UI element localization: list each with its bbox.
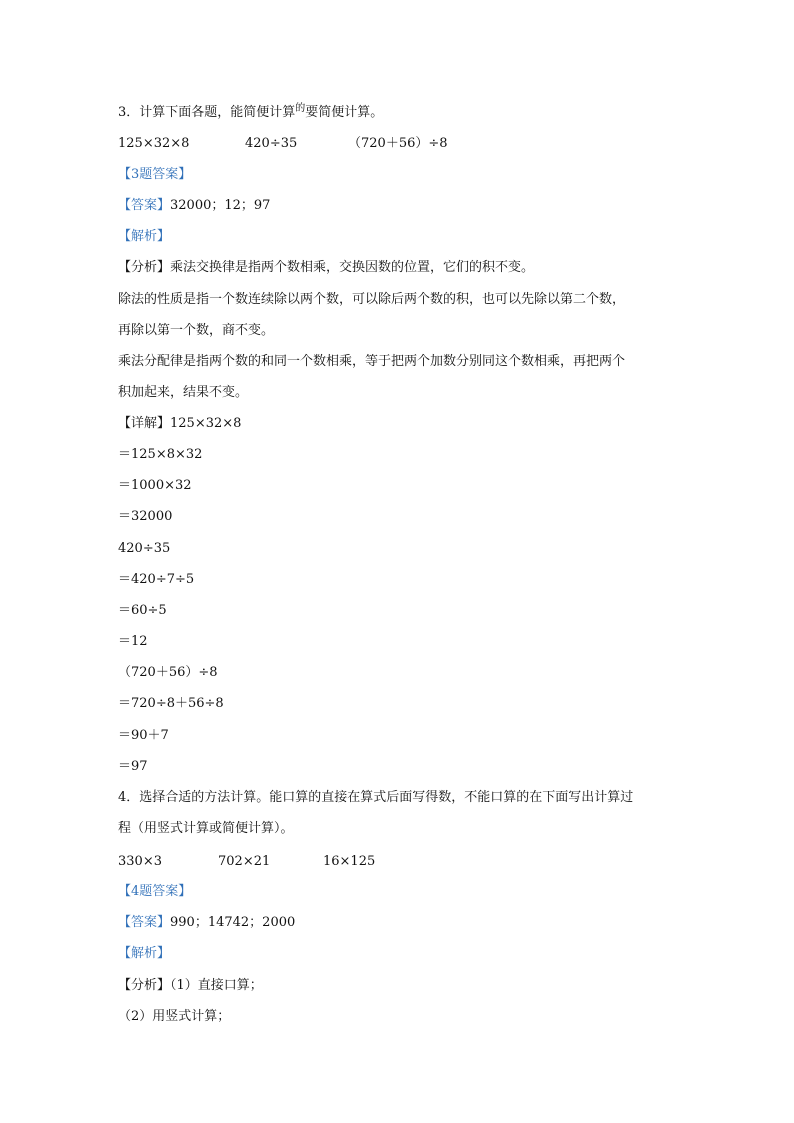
q4-answer: [118, 914, 295, 932]
q3-detail: [118, 415, 241, 433]
q3-step: （720＋56）÷8: [118, 665, 218, 680]
q4-fenxi-label: 【分析】: [118, 978, 171, 993]
q3-step: ＝1000×32: [118, 478, 192, 493]
q3-title: [118, 104, 383, 123]
q3-fenxi-1: 乘法交换律是指两个数相乘，交换因数的位置，它们的积不变。: [170, 260, 535, 275]
q3-answer-text: 32000；12；97: [170, 198, 271, 213]
q3-analysis-line-1: [118, 259, 534, 277]
q4-analysis-heading: 【解析】: [118, 946, 171, 961]
q4-expr-3: 16×125: [323, 854, 376, 869]
q4-answer-label: 【答案】: [118, 915, 171, 930]
q3-fenxi-2a: 除法的性质是指一个数连续除以两个数，可以除后两个数的积，也可以先除以第二个数，: [118, 292, 626, 307]
q3-expressions: [118, 135, 448, 153]
q3-analysis-heading: 【解析】: [118, 229, 171, 244]
q4-title-b: 程（用竖式计算或简便计算）。: [118, 821, 294, 836]
q4-expressions: [118, 853, 375, 871]
q3-expr-2: 420÷35: [245, 136, 298, 151]
q4-answer-heading: 【4题答案】: [118, 884, 192, 899]
q3-step: ＝125×8×32: [118, 447, 203, 462]
q4-fenxi-1: （1）直接口算；: [170, 978, 263, 993]
q4-expr-2: 702×21: [218, 854, 271, 869]
q3-step: ＝32000: [118, 509, 173, 524]
q3-step: ＝60÷5: [118, 603, 167, 618]
q3-step: ＝420÷7÷5: [118, 572, 195, 587]
q3-step: 420÷35: [118, 541, 171, 556]
q3-title-a: 3．计算下面各题，能简便计算: [118, 105, 296, 120]
q3-fenxi-2b: 再除以第一个数，商不变。: [118, 323, 275, 338]
q3-fenxi-3a: 乘法分配律是指两个数的和同一个数相乘，等于把两个加数分别同这个数相乘，再把两个: [118, 354, 626, 369]
q3-step: ＝97: [118, 759, 148, 774]
q3-expr-3: （720＋56）÷8: [348, 136, 448, 151]
q3-title-sup: 的: [295, 103, 306, 114]
q3-step: ＝90＋7: [118, 728, 169, 743]
q4-answer-text: 990；14742；2000: [170, 915, 296, 930]
q4-title-a: 4．选择合适的方法计算。能口算的直接在算式后面写得数，不能口算的在下面写出计算过: [118, 790, 634, 805]
q4-expr-1: 330×3: [118, 854, 162, 869]
q4-fenxi-2: （2）用竖式计算；: [118, 1009, 231, 1024]
q3-detail-label: 【详解】: [118, 416, 171, 431]
q3-step: ＝12: [118, 634, 148, 649]
q3-fenxi-label: 【分析】: [118, 260, 171, 275]
q3-answer-label: 【答案】: [118, 198, 171, 213]
q3-expr-1: 125×32×8: [118, 136, 190, 151]
q3-answer: [118, 197, 270, 215]
q3-fenxi-3b: 积加起来，结果不变。: [118, 385, 249, 400]
q3-answer-heading: 【3题答案】: [118, 167, 192, 182]
q3-title-b: 要简便计算。: [305, 105, 384, 120]
q3-step: 125×32×8: [170, 416, 242, 431]
q3-step: ＝720÷8＋56÷8: [118, 696, 224, 711]
q4-analysis-line-1: [118, 977, 263, 995]
